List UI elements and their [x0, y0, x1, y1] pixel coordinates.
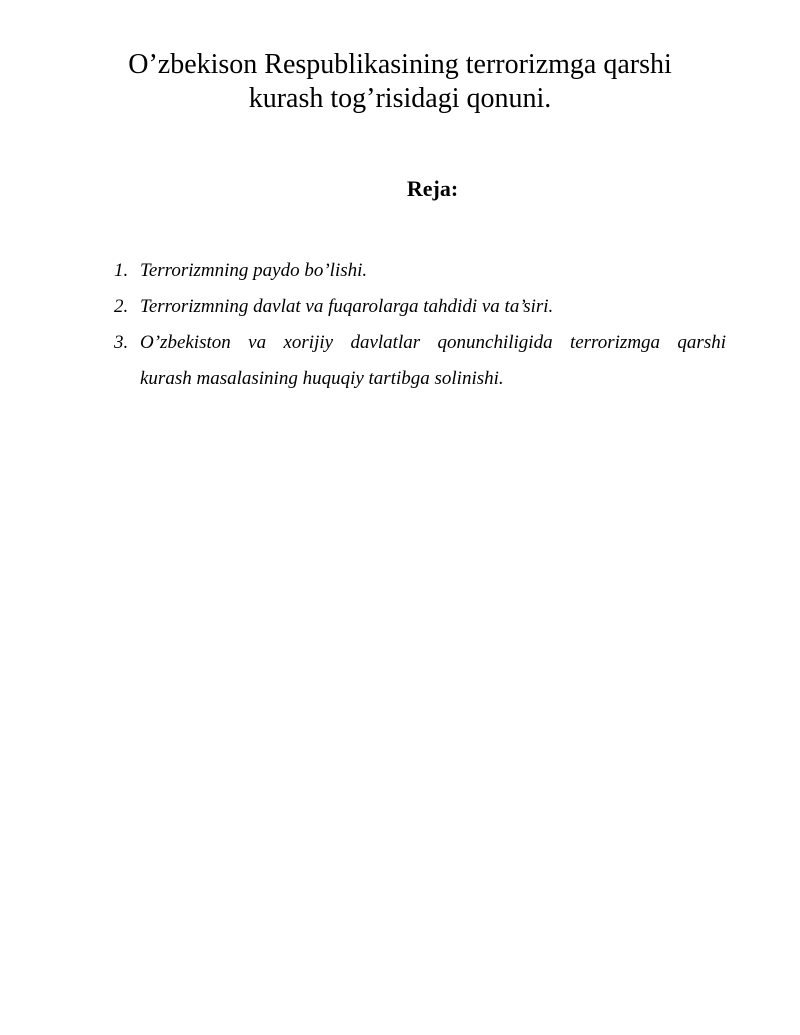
plan-item-line: Terrorizmning davlat va fuqarolarga tahdidi va ta’siri. — [140, 296, 554, 317]
plan-item-text — [140, 289, 726, 325]
plan-item-line: kurash masalasining huquqiy tartibga solinishi. — [140, 368, 504, 389]
plan-item-number: 3. — [114, 332, 129, 353]
plan-item-number: 1. — [114, 260, 129, 281]
plan-list — [114, 253, 726, 397]
plan-item-line: O’zbekiston va xorijiy davlatlar qonunchiligida terrorizmga qarshi — [140, 332, 726, 353]
plan-item-2 — [114, 289, 726, 325]
plan-item-3 — [114, 325, 726, 397]
plan-item-number: 2. — [114, 296, 129, 317]
plan-item-text — [140, 325, 726, 397]
plan-heading: Reja: — [406, 176, 459, 201]
plan-item-text — [140, 253, 726, 289]
plan-item-line: Terrorizmning paydo bo’lishi. — [140, 260, 368, 281]
document-title-line-1: O’zbekison Respublikasining terrorizmga qarshi — [128, 49, 672, 80]
plan-item-1 — [114, 253, 726, 289]
document-title — [110, 48, 690, 116]
document-title-line-2: kurash tog’risidagi qonuni. — [248, 83, 552, 114]
